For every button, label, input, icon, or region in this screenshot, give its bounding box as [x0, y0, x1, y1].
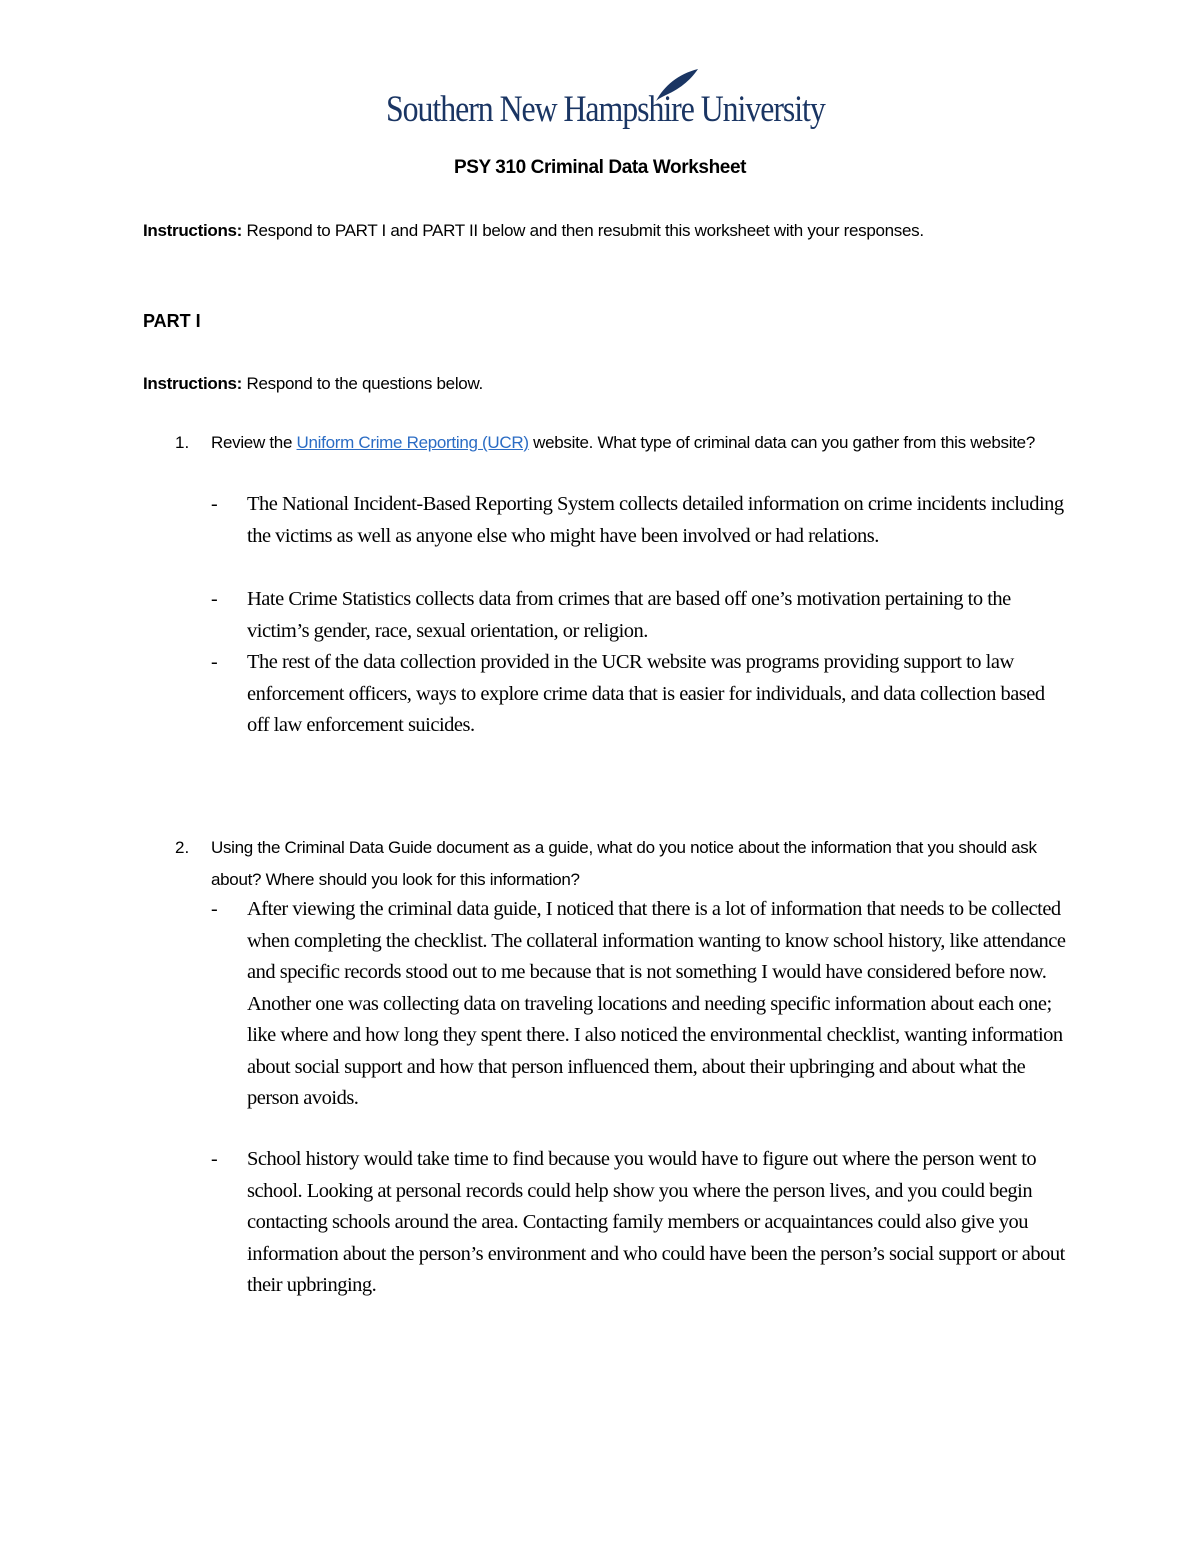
top-instructions: [143, 215, 1023, 247]
question-text: Using the Criminal Data Guide document as a guide, what do you notice about the information that you should ask about? Where should you look for this information?: [211, 838, 1037, 889]
part-instructions: [143, 368, 1023, 400]
instructions-label: Instructions:: [143, 221, 243, 240]
answer-text: The rest of the data collection provided in the UCR website was programs providing support to law enforcement officers, ways to explore crime data that is easier for individuals, and data collection based off law enforcement suicides.: [247, 651, 1045, 736]
question-text: [211, 427, 1061, 459]
logo-text: Southern New Hampshire University: [386, 89, 825, 130]
answer-text: After viewing the criminal data guide, I noticed that there is a lot of information that needs to be collected when completing the checklist. The collateral information wanting to know school history, like attendance and specific records stood out to me because that is not something I would have considered before now. Another one was collecting data on traveling locations and needing specific information about each one; like where and how long they spent there. I also noticed the environmental checklist, wanting information about social support and how that person influenced them, about their upbringing and about what the person avoids.: [247, 898, 1066, 1109]
question-text-after: website. What type of criminal data can you gather from this website?: [528, 433, 1035, 452]
bullet-marker: -: [211, 898, 218, 920]
ucr-link[interactable]: Uniform Crime Reporting (UCR): [296, 433, 529, 452]
question-text-before: Review the: [211, 433, 297, 452]
document-title: PSY 310 Criminal Data Worksheet: [453, 157, 747, 178]
bullet-marker: -: [211, 1148, 218, 1170]
question-number: 1.: [175, 433, 190, 452]
question-number: 2.: [175, 838, 190, 857]
bullet-marker: -: [211, 588, 218, 610]
instructions-text: Respond to PART I and PART II below and then resubmit this worksheet with your responses.: [246, 221, 924, 240]
bullet-marker: -: [211, 493, 218, 515]
answer-text: School history would take time to find because you would have to figure out where the person went to school. Looking at personal records could help show you where the person lives, and you could begin contacting schools around the area. Contacting family members or acquaintances could also give you information about the person’s environment and who could have been the person’s social support or about their upbringing.: [247, 1148, 1065, 1296]
part-heading: PART I: [143, 311, 201, 331]
bullet-marker: -: [211, 651, 218, 673]
part-instructions-text: Respond to the questions below.: [246, 374, 483, 393]
answer-text: Hate Crime Statistics collects data from crimes that are based off one’s motivation pertaining to the victim’s gender, race, sexual orientation, or religion.: [247, 588, 1011, 642]
university-logo: [386, 68, 825, 138]
answer-text: The National Incident-Based Reporting System collects detailed information on crime incidents including the victims as well as anyone else who might have been involved or had relations.: [247, 493, 1064, 547]
part-instructions-label: Instructions:: [143, 374, 243, 393]
